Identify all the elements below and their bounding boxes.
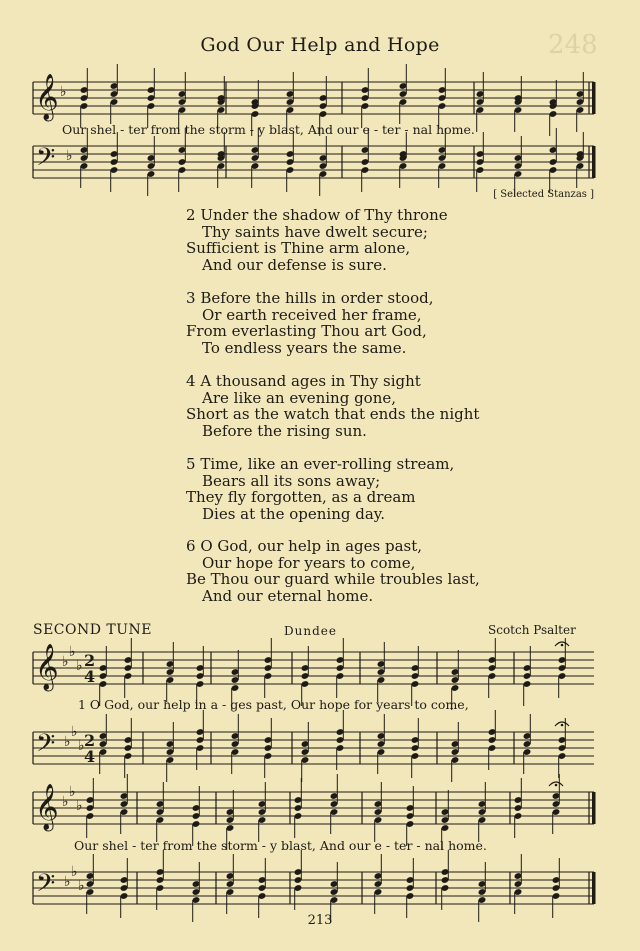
flat-sign: ♭ — [66, 148, 73, 164]
flat-sign: ♭ — [71, 724, 78, 740]
faint-page-mark: 248 — [548, 30, 598, 60]
treble-clef: 𝄞 — [35, 644, 59, 690]
stanza-4: 4 A thousand ages in Thy sight Are like an evening gone, Short as the watch that ends the night Before the rising sun. — [186, 372, 480, 440]
selected-stanzas-note: [ Selected Stanzas ] — [493, 189, 594, 200]
lyric-line-second-tune-1: 1 O God, our help in a - ges past, Our hope for years to come, — [78, 697, 469, 712]
stanza-5: 5 Time, like an ever-rolling stream, Bears all its sons away; They fly forgotten, as a dream Dies at the opening day. — [186, 455, 455, 523]
flat-sign: ♭ — [76, 658, 83, 674]
bass-clef: 𝄢 — [36, 729, 56, 764]
stanza-6: 6 O God, our help in ages past, Our hope for years to come, Be Thou our guard while troubles last, And our eternal home. — [186, 537, 480, 605]
stanza-3: 3 Before the hills in order stood, Or earth received her frame, From everlasting Thou art God, To endless years the same. — [186, 289, 434, 357]
time-signature: 2 — [84, 731, 96, 750]
flat-sign: ♭ — [60, 84, 67, 100]
flat-sign: ♭ — [64, 734, 71, 750]
flat-sign: ♭ — [69, 784, 76, 800]
flat-sign: ♭ — [64, 874, 71, 890]
tune-source: Scotch Psalter — [488, 623, 576, 637]
final-barline-thick — [592, 872, 596, 904]
flat-sign: ♭ — [62, 654, 69, 670]
time-signature: 2 — [84, 651, 96, 670]
fermata-dot — [555, 784, 558, 787]
fermata-dot — [561, 724, 564, 727]
final-barline-thick — [592, 82, 596, 114]
final-barline-thick — [592, 146, 596, 178]
flat-sign: ♭ — [62, 794, 69, 810]
page-number: 213 — [307, 913, 333, 928]
second-tune-heading: SECOND TUNE — [33, 622, 153, 638]
tune-name: Dundee — [284, 624, 337, 638]
treble-clef: 𝄞 — [35, 784, 59, 830]
treble-clef: 𝄞 — [35, 74, 59, 120]
flat-sign: ♭ — [76, 798, 83, 814]
flat-sign: ♭ — [71, 864, 78, 880]
hymn-title: God Our Help and Hope — [200, 34, 440, 56]
flat-sign: ♭ — [78, 878, 85, 894]
fermata-dot — [561, 644, 564, 647]
bass-clef: 𝄢 — [36, 143, 56, 178]
final-barline-thick — [592, 792, 596, 824]
lyric-line-first-tune: Our shel - ter from the storm - y blast, And our e - ter - nal home. — [62, 122, 475, 137]
time-signature: 4 — [84, 747, 96, 766]
time-signature: 4 — [84, 667, 96, 686]
stanza-2: 2 Under the shadow of Thy throne Thy saints have dwelt secure; Sufficient is Thine arm alone, And our defense is sure. — [186, 206, 448, 274]
flat-sign: ♭ — [78, 738, 85, 754]
bass-clef: 𝄢 — [36, 869, 56, 904]
flat-sign: ♭ — [69, 644, 76, 660]
lyric-line-second-tune-2: Our shel - ter from the storm - y blast, And our e - ter - nal home. — [74, 838, 487, 853]
